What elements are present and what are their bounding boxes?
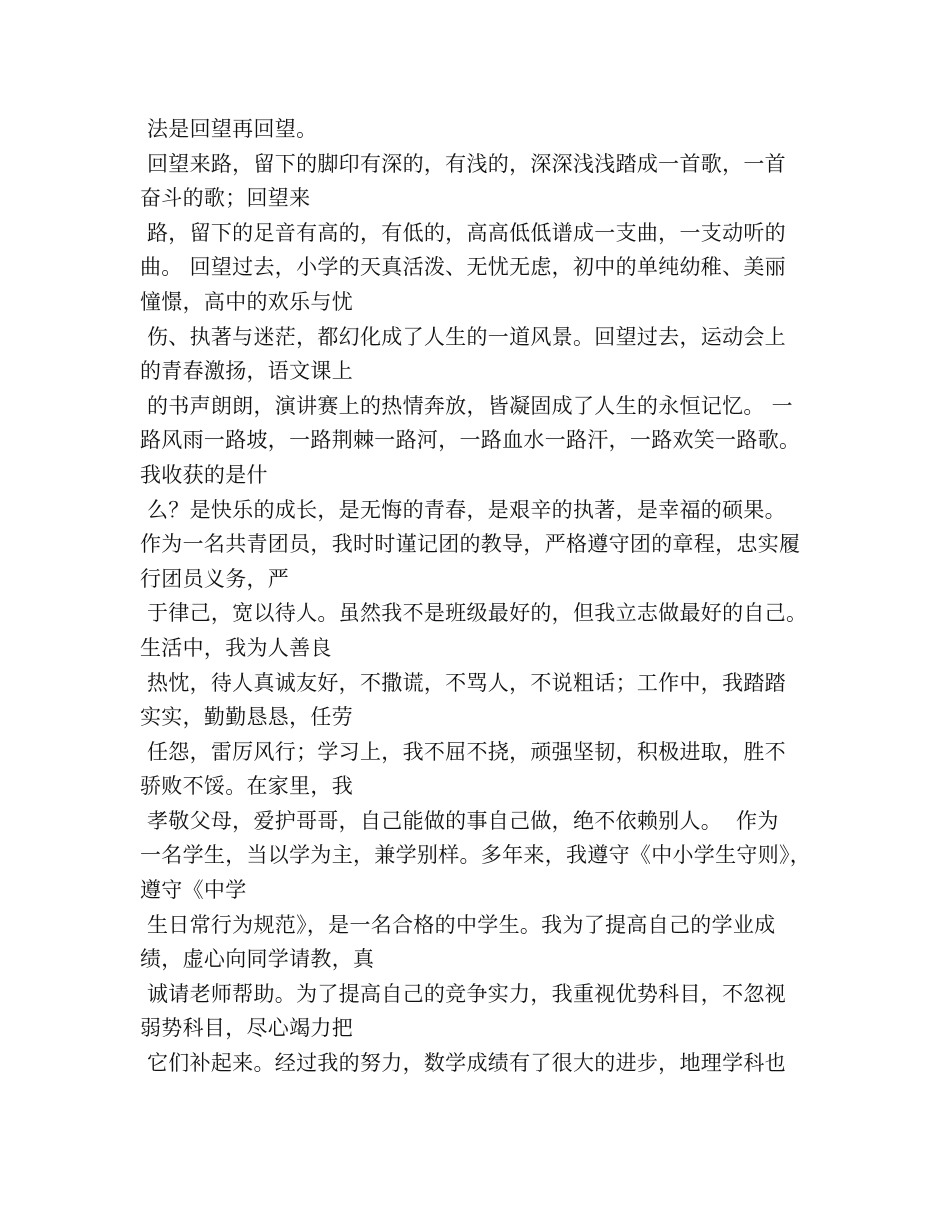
text-line: 路，留下的足音有高的，有低的，高高低低谱成一支曲，一支动听的 [140, 220, 786, 245]
text-line: 曲。 回望过去，小学的天真活泼、无忧无虑，初中的单纯幼稚、美丽 [140, 255, 786, 280]
text-line: 奋斗的歌；回望来 [140, 186, 311, 211]
text-line: 实实，勤勤恳恳，任劳 [140, 705, 353, 730]
text-line: 于律己，宽以待人。虽然我不是班级最好的，但我立志做最好的自己。 [140, 601, 808, 626]
text-line: 生日常行为规范》，是一名合格的中学生。我为了提高自己的学业成 [140, 912, 776, 937]
text-line: 任怨，雷厉风行；学习上，我不屈不挠，顽强坚韧，积极进取，胜不 [140, 739, 786, 764]
text-line: 法是回望再回望。 [140, 117, 318, 141]
text-line: 热忱，待人真诚友好，不撒谎，不骂人，不说粗话；工作中，我踏踏 [140, 670, 786, 695]
text-line: 绩，虚心向同学请教，真 [140, 947, 375, 972]
text-line: 路风雨一路坡，一路荆棘一路河，一路血水一路汗，一路欢笑一路歌。 [140, 428, 801, 453]
text-line: 么？是快乐的成长，是无悔的青春，是艰辛的执著，是幸福的硕果。 [140, 497, 786, 522]
text-line: 骄败不馁。在家里，我 [140, 774, 353, 799]
text-line: 我收获的是什 [140, 462, 268, 487]
text-line: 一名学生，当以学为主，兼学别样。多年来，我遵守《中小学生守则》， [140, 843, 812, 868]
text-line: 回望来路，留下的脚印有深的，有浅的，深深浅浅踏成一首歌，一首 [140, 151, 786, 176]
text-line: 生活中，我为人善良 [140, 635, 332, 660]
text-line: 弱势科目，尽心竭力把 [140, 1016, 353, 1041]
text-line: 行团员义务，严 [140, 566, 290, 591]
text-line: 遵守《中学 [140, 878, 247, 903]
document-body [140, 112, 820, 1081]
text-line: 的青春激扬，语文课上 [140, 359, 353, 384]
text-line: 它们补起来。经过我的努力，数学成绩有了很大的进步，地理学科也 [140, 1051, 786, 1076]
text-line: 作为一名共青团员，我时时谨记团的教导，严格遵守团的章程，忠实履 [140, 532, 801, 557]
text-line: 诚请老师帮助。为了提高自己的竞争实力，我重视优势科目，不忽视 [140, 981, 786, 1006]
text-line: 孝敬父母，爱护哥哥，自己能做的事自己做，绝不依赖别人。 作为 [140, 808, 779, 833]
text-line: 伤、执著与迷茫，都幻化成了人生的一道风景。回望过去，运动会上 [140, 324, 786, 349]
text-line: 的书声朗朗，演讲赛上的热情奔放，皆凝固成了人生的永恒记忆。 一 [140, 393, 793, 418]
text-line: 憧憬，高中的欢乐与忧 [140, 289, 353, 314]
